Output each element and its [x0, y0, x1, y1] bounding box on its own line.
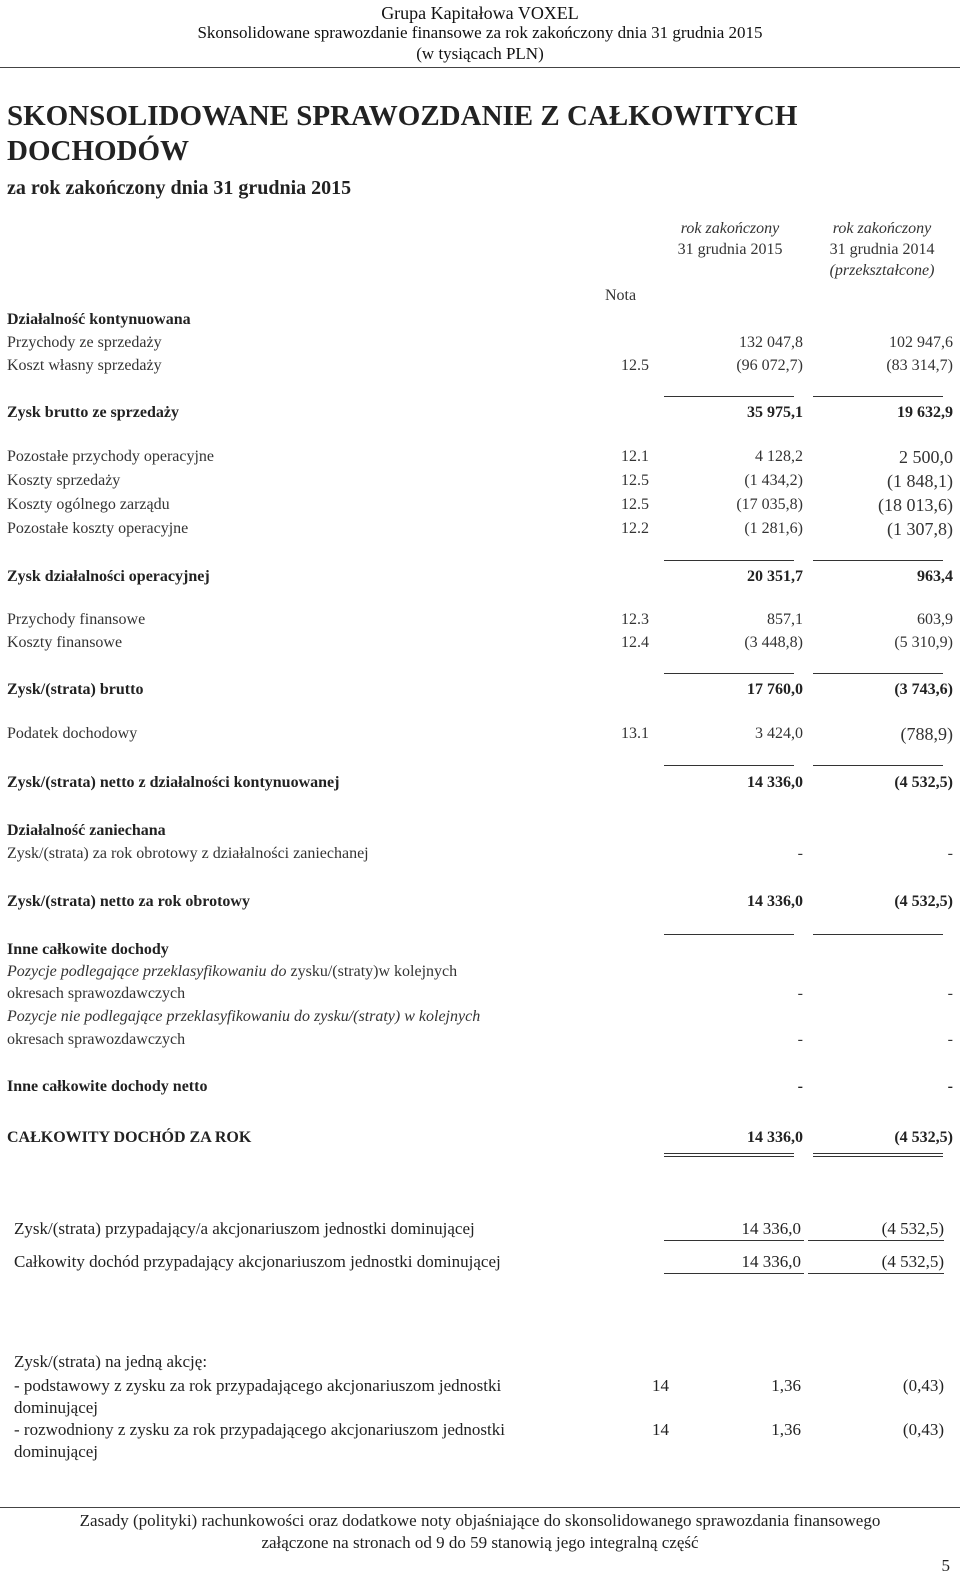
- value-2015: 3 424,0: [755, 725, 803, 742]
- row-label-continued: dominującej: [14, 1398, 99, 1417]
- row-gross-profit: [7, 402, 953, 424]
- value-2014: -: [947, 985, 953, 1002]
- total-rule: [813, 934, 943, 935]
- row-label: CAŁKOWITY DOCHÓD ZA ROK: [7, 1129, 252, 1146]
- row-note: 12.1: [621, 448, 649, 465]
- value-2015: (17 035,8): [736, 496, 803, 513]
- row-cost-of-sales: [7, 355, 953, 377]
- statement-period: za rok zakończony dnia 31 grudnia 2015: [7, 177, 352, 199]
- double-underline: [813, 1153, 943, 1157]
- report-name: Skonsolidowane sprawozdanie finansowe za rok zakończony dnia 31 grudnia 2015: [197, 23, 763, 42]
- oci-reclassifiable-rest: zysku/(straty)w kolejnych: [286, 963, 458, 980]
- underline: [808, 1240, 944, 1241]
- value-2014: -: [947, 1078, 953, 1095]
- column-2014-line1: rok zakończony: [832, 220, 932, 237]
- value-2014: (0,43): [902, 1376, 944, 1395]
- eps-heading: [14, 1351, 944, 1373]
- row-total-income-attributable: [14, 1250, 944, 1274]
- row-revenue: [7, 332, 953, 354]
- row-label: - podstawowy z zysku za rok przypadającego akcjonariuszom jednostki: [14, 1376, 502, 1395]
- row-other-operating-income: [7, 446, 953, 468]
- row-label: Podatek dochodowy: [7, 725, 138, 742]
- row-label: Przychody finansowe: [7, 611, 146, 628]
- value-2014: 102 947,6: [889, 334, 953, 351]
- row-label: Pozostałe koszty operacyjne: [7, 520, 189, 537]
- oci-reclassifiable-italic: Pozycje podlegające przeklasyfikowaniu do: [7, 963, 287, 980]
- row-profit-attributable: [14, 1217, 944, 1241]
- row-oci-net: [7, 1076, 953, 1098]
- oci-non-reclassifiable-italic: Pozycje nie podlegające przeklasyfikowaniu do zysku/(straty) w kolejnych: [7, 1008, 481, 1025]
- row-note: 14: [652, 1420, 669, 1439]
- subtotal-rule: [813, 673, 943, 674]
- column-2015-line1: rok zakończony: [680, 220, 780, 237]
- value-2014: -: [947, 845, 953, 862]
- row-label: Przychody ze sprzedaży: [7, 334, 162, 351]
- row-note: 12.2: [621, 520, 649, 537]
- footer-note-line2: załączone na stronach od 9 do 59 stanowią jego integralną część: [261, 1533, 699, 1552]
- value-2015: 857,1: [767, 611, 803, 628]
- statement-title-line2: DOCHODÓW: [7, 135, 190, 167]
- value-2015: 14 336,0: [747, 1129, 803, 1146]
- row-finance-income: [7, 609, 953, 631]
- row-discontinued-profit: [7, 843, 953, 865]
- value-2015: 4 128,2: [755, 448, 803, 465]
- row-label: Koszty ogólnego zarządu: [7, 496, 170, 513]
- value-2015: 132 047,8: [739, 334, 803, 351]
- row-label: okresach sprawozdawczych: [7, 1031, 186, 1048]
- value-2015: 14 336,0: [741, 1252, 801, 1271]
- row-label: Zysk/(strata) za rok obrotowy z działalności zaniechanej: [7, 845, 369, 862]
- subtotal-rule: [664, 560, 794, 561]
- value-2015: -: [797, 845, 803, 862]
- footer-divider: [0, 1507, 960, 1508]
- section-oci: Inne całkowite dochody: [7, 941, 169, 958]
- value-2015: -: [797, 985, 803, 1002]
- subtotal-rule: [664, 396, 794, 397]
- eps-heading-label: Zysk/(strata) na jedną akcję:: [14, 1352, 208, 1371]
- row-note: 12.4: [621, 634, 649, 651]
- row-note: 12.5: [621, 496, 649, 513]
- total-rule: [664, 934, 794, 935]
- value-2014: (18 013,6): [878, 495, 953, 515]
- value-2015: 35 975,1: [747, 404, 803, 421]
- value-2015: (3 448,8): [744, 634, 803, 651]
- value-2015: 20 351,7: [747, 568, 803, 585]
- row-finance-costs: [7, 632, 953, 654]
- subtotal-rule: [664, 673, 794, 674]
- row-oci-reclassifiable: [7, 983, 953, 1005]
- value-2015: -: [797, 1031, 803, 1048]
- row-label: Inne całkowite dochody netto: [7, 1078, 208, 1095]
- page-number: 5: [941, 1556, 950, 1575]
- row-other-operating-costs: [7, 518, 953, 540]
- row-note: 12.5: [621, 357, 649, 374]
- value-2015: (1 434,2): [744, 472, 803, 489]
- underline: [664, 1240, 804, 1241]
- statement-title-line1: SKONSOLIDOWANE SPRAWOZDANIE Z CAŁKOWITYCH: [7, 100, 798, 132]
- column-2015-line2: 31 grudnia 2015: [677, 241, 783, 258]
- value-2014: (788,9): [900, 724, 953, 744]
- section-discontinued: Działalność zaniechana: [7, 822, 166, 839]
- row-eps-basic: [14, 1375, 944, 1419]
- row-admin-costs: [7, 494, 953, 516]
- footer-note-line1: Zasady (polityki) rachunkowości oraz dodatkowe noty objaśniające do skonsolidowanego sprawozdania finansowego: [79, 1511, 881, 1530]
- value-2014: (3 743,6): [894, 681, 953, 698]
- value-2014: 2 500,0: [899, 447, 953, 467]
- row-note: 12.3: [621, 611, 649, 628]
- oci-non-reclassifiable-label: [7, 1006, 480, 1028]
- nota-header: Nota: [605, 287, 637, 304]
- value-2015: 14 336,0: [747, 774, 803, 791]
- value-2014: (0,43): [902, 1420, 944, 1439]
- double-underline: [664, 1153, 794, 1157]
- value-2014: 603,9: [917, 611, 953, 628]
- value-2015: 17 760,0: [747, 681, 803, 698]
- row-label: Zysk/(strata) przypadający/a akcjonariuszom jednostki dominującej: [14, 1219, 475, 1238]
- value-2015: 1,36: [771, 1376, 801, 1395]
- row-note: 14: [652, 1376, 669, 1395]
- row-label: Zysk/(strata) netto za rok obrotowy: [7, 893, 250, 910]
- oci-reclassifiable-label: [7, 961, 457, 983]
- row-total-comprehensive-income: [7, 1127, 953, 1149]
- column-header-2014: [810, 218, 954, 281]
- value-2015: 14 336,0: [747, 893, 803, 910]
- column-header-2015: [660, 218, 800, 260]
- row-label: okresach sprawozdawczych: [7, 985, 186, 1002]
- row-profit-before-tax: [7, 679, 953, 701]
- value-2014: (4 532,5): [894, 893, 953, 910]
- row-net-profit: [7, 891, 953, 913]
- row-operating-profit: [7, 566, 953, 588]
- subtotal-rule: [813, 396, 943, 397]
- row-label: Koszty sprzedaży: [7, 472, 121, 489]
- row-label: Całkowity dochód przypadający akcjonariuszom jednostki dominującej: [14, 1252, 501, 1271]
- value-2014: (1 307,8): [887, 519, 953, 539]
- value-2014: (4 532,5): [894, 774, 953, 791]
- subtotal-rule: [813, 765, 943, 766]
- value-2015: (1 281,6): [744, 520, 803, 537]
- row-label: Zysk działalności operacyjnej: [7, 568, 210, 585]
- row-note: 13.1: [621, 725, 649, 742]
- row-label-continued: dominującej: [14, 1442, 99, 1461]
- underline: [664, 1273, 804, 1274]
- row-selling-costs: [7, 470, 953, 492]
- value-2015: (96 072,7): [736, 357, 803, 374]
- row-oci-non-reclassifiable: [7, 1029, 953, 1051]
- row-label: Koszt własny sprzedaży: [7, 357, 162, 374]
- row-label: Pozostałe przychody operacyjne: [7, 448, 215, 465]
- row-note: 12.5: [621, 472, 649, 489]
- row-label: - rozwodniony z zysku za rok przypadającego akcjonariuszom jednostki: [14, 1420, 505, 1439]
- value-2014: 963,4: [917, 568, 953, 585]
- row-label: Zysk/(strata) brutto: [7, 681, 144, 698]
- section-continuing: Działalność kontynuowana: [7, 311, 191, 328]
- company-name: Grupa Kapitałowa VOXEL: [381, 3, 579, 23]
- row-label: Zysk/(strata) netto z działalności kontynuowanej: [7, 774, 340, 791]
- value-2014: (1 848,1): [887, 471, 953, 491]
- currency-unit: (w tysiącach PLN): [416, 44, 544, 63]
- subtotal-rule: [813, 560, 943, 561]
- row-income-tax: [7, 723, 953, 745]
- value-2014: 19 632,9: [897, 404, 953, 421]
- value-2014: (4 532,5): [881, 1219, 944, 1238]
- row-eps-diluted: [14, 1419, 944, 1463]
- value-2015: 1,36: [771, 1420, 801, 1439]
- row-net-profit-continuing: [7, 772, 953, 794]
- header-divider: [0, 67, 960, 68]
- row-label: Koszty finansowe: [7, 634, 123, 651]
- column-2014-line2: 31 grudnia 2014: [829, 241, 935, 258]
- value-2014: (4 532,5): [881, 1252, 944, 1271]
- value-2014: (83 314,7): [886, 357, 953, 374]
- value-2014: (4 532,5): [894, 1129, 953, 1146]
- subtotal-rule: [664, 765, 794, 766]
- value-2015: -: [797, 1078, 803, 1095]
- value-2015: 14 336,0: [741, 1219, 801, 1238]
- value-2014: (5 310,9): [894, 634, 953, 651]
- column-2014-line3: (przekształcone): [829, 262, 935, 279]
- underline: [808, 1273, 944, 1274]
- value-2014: -: [947, 1031, 953, 1048]
- row-label: Zysk brutto ze sprzedaży: [7, 404, 179, 421]
